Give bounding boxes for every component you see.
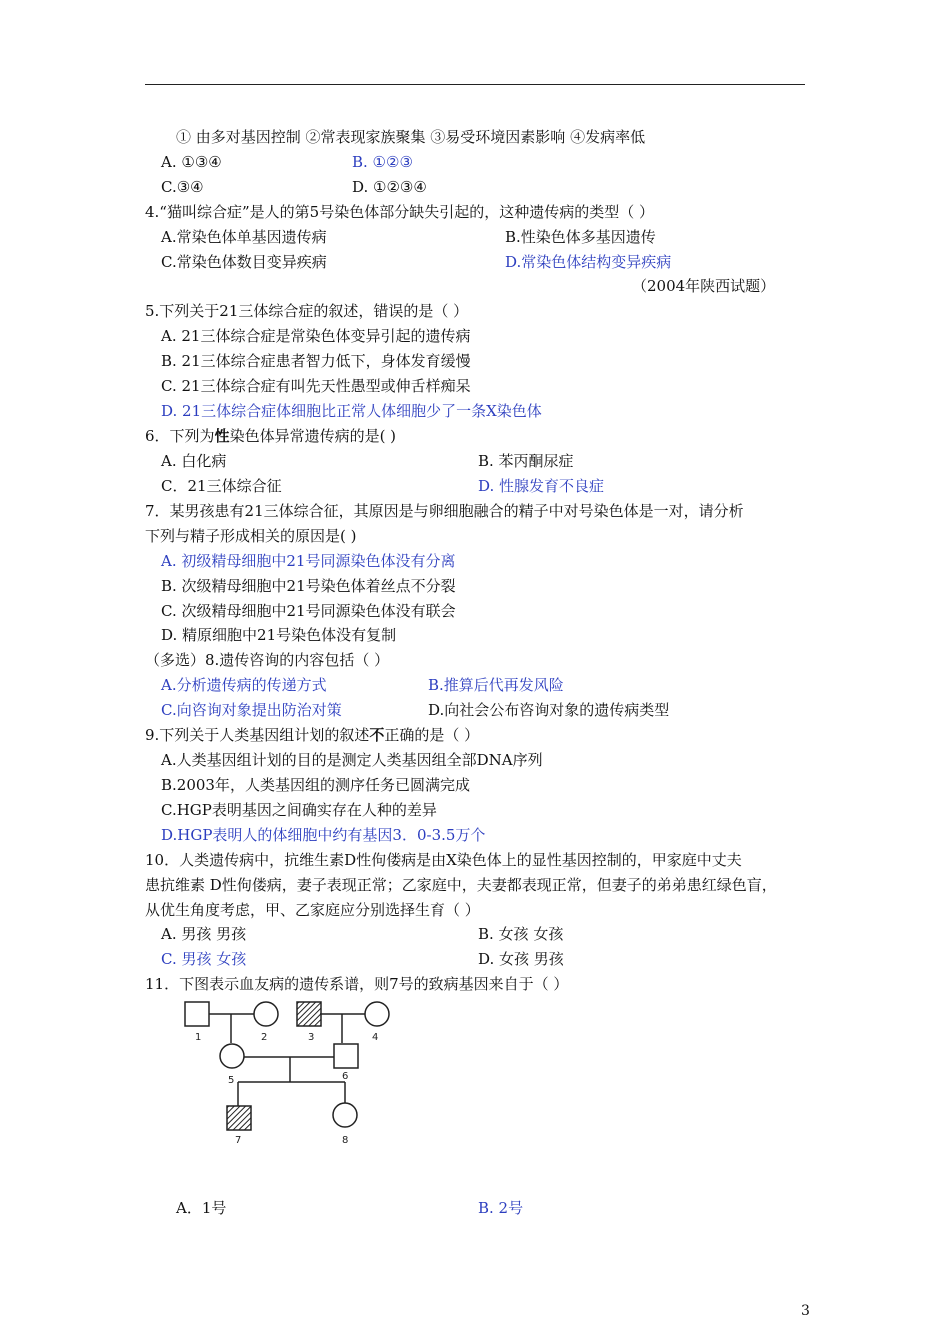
q5-option-b: B. 21三体综合症患者智力低下，身体发育缓慢 bbox=[161, 352, 471, 370]
label-5: 5 bbox=[228, 1075, 235, 1086]
q8-option-c: C.向咨询对象提出防治对策 bbox=[161, 701, 342, 719]
q3-option-a: A. ①③④ bbox=[161, 153, 222, 171]
label-1: 1 bbox=[195, 1032, 202, 1043]
q6-emphasis: 性 bbox=[214, 427, 230, 445]
q9-stem: 9.下列关于人类基因组计划的叙述不正确的是（ ） bbox=[145, 726, 480, 744]
q9-option-b: B.2003年，人类基因组的测序任务已圆满完成 bbox=[161, 776, 470, 794]
label-7: 7 bbox=[235, 1135, 242, 1146]
q7-option-b: B. 次级精母细胞中21号染色体着丝点不分裂 bbox=[161, 577, 456, 595]
q10-option-b: B. 女孩 女孩 bbox=[478, 925, 564, 943]
q7-stem-2: 下列与精子形成相关的原因是( ) bbox=[145, 527, 357, 545]
q7-option-c: C. 次级精母细胞中21号同源染色体没有联会 bbox=[161, 602, 456, 620]
q9-option-d: D.HGP表明人的体细胞中约有基因3．0-3.5万个 bbox=[161, 826, 486, 844]
label-3: 3 bbox=[308, 1032, 315, 1043]
individual-5-female bbox=[220, 1044, 244, 1068]
individual-8-female bbox=[333, 1103, 357, 1127]
q11-stem: 11．下图表示血友病的遗传系谱，则7号的致病基因来自于（ ） bbox=[145, 975, 569, 993]
q4-option-a: A.常染色体单基因遗传病 bbox=[161, 228, 327, 246]
q5-option-c: C. 21三体综合症有叫先天性愚型或伸舌样痴呆 bbox=[161, 377, 471, 395]
q10-stem-3: 从优生角度考虑，甲、乙家庭应分别选择生育（ ） bbox=[145, 901, 480, 919]
q11-option-a: A．1号 bbox=[176, 1199, 227, 1217]
q7-stem-1: 7．某男孩患有21三体综合征，其原因是与卵细胞融合的精子中对号染色体是一对，请分析 bbox=[145, 502, 744, 520]
q4-stem: 4.“猫叫综合症”是人的第5号染色体部分缺失引起的，这种遗传病的类型（ ） bbox=[145, 203, 654, 221]
individual-3-affected-male bbox=[297, 1002, 321, 1026]
q4-option-b: B.性染色体多基因遗传 bbox=[505, 228, 656, 246]
source-note: （2004年陕西试题） bbox=[632, 277, 776, 295]
q10-option-c: C. 男孩 女孩 bbox=[161, 950, 247, 968]
q6-stem: 6．下列为性染色体异常遗传病的是( ) bbox=[145, 427, 397, 445]
q9-option-c: C.HGP表明基因之间确实存在人种的差异 bbox=[161, 801, 437, 819]
individual-1-male bbox=[185, 1002, 209, 1026]
pedigree-diagram bbox=[175, 995, 405, 1155]
q3-items: ① 由多对基因控制 ②常表现家族聚集 ③易受环境因素影响 ④发病率低 bbox=[176, 128, 646, 146]
q4-option-c: C.常染色体数目变异疾病 bbox=[161, 253, 327, 271]
q8-option-b: B.推算后代再发风险 bbox=[428, 676, 564, 694]
q10-option-a: A. 男孩 男孩 bbox=[161, 925, 247, 943]
q9-emphasis: 不 bbox=[369, 726, 385, 744]
individual-4-female bbox=[365, 1002, 389, 1026]
individual-7-affected-male bbox=[227, 1106, 251, 1130]
q9-option-a: A.人类基因组计划的目的是测定人类基因组全部DNA序列 bbox=[161, 751, 543, 769]
q6-option-b: B. 苯丙酮尿症 bbox=[478, 452, 574, 470]
label-8: 8 bbox=[342, 1135, 349, 1146]
q6-option-d: D. 性腺发育不良症 bbox=[478, 477, 605, 495]
individual-2-female bbox=[254, 1002, 278, 1026]
header-rule bbox=[145, 84, 805, 85]
q8-option-a: A.分析遗传病的传递方式 bbox=[161, 676, 327, 694]
label-4: 4 bbox=[372, 1032, 379, 1043]
q7-option-a: A. 初级精母细胞中21号同源染色体没有分离 bbox=[161, 552, 456, 570]
q3-option-c: C.③④ bbox=[161, 178, 204, 196]
q10-option-d: D. 女孩 男孩 bbox=[478, 950, 564, 968]
individual-6-male bbox=[334, 1044, 358, 1068]
label-2: 2 bbox=[261, 1032, 268, 1043]
q10-stem-1: 10．人类遗传病中，抗维生素D性佝偻病是由X染色体上的显性基因控制的，甲家庭中丈夫 bbox=[145, 851, 742, 869]
page-number: 3 bbox=[801, 1303, 810, 1319]
q8-option-d: D.向社会公布咨询对象的遗传病类型 bbox=[428, 701, 670, 719]
q5-option-d: D. 21三体综合症体细胞比正常人体细胞少了一条X染色体 bbox=[161, 402, 542, 420]
q8-stem: （多选）8.遗传咨询的内容包括（ ） bbox=[145, 651, 390, 669]
q5-option-a: A. 21三体综合症是常染色体变异引起的遗传病 bbox=[161, 327, 471, 345]
q7-option-d: D. 精原细胞中21号染色体没有复制 bbox=[161, 626, 397, 644]
q3-option-b: B. ①②③ bbox=[352, 153, 413, 171]
label-6: 6 bbox=[342, 1071, 349, 1082]
q3-option-d: D. ①②③④ bbox=[352, 178, 427, 196]
q6-option-a: A. 白化病 bbox=[161, 452, 227, 470]
q11-option-b: B. 2号 bbox=[478, 1199, 524, 1217]
q4-option-d: D.常染色体结构变异疾病 bbox=[505, 253, 672, 271]
q5-stem: 5.下列关于21三体综合症的叙述，错误的是（ ） bbox=[145, 302, 469, 320]
q10-stem-2: 患抗维素 D性佝偻病，妻子表现正常；乙家庭中，夫妻都表现正常，但妻子的弟弟患红绿色盲， bbox=[145, 876, 777, 894]
q6-option-c: C．21三体综合征 bbox=[161, 477, 282, 495]
